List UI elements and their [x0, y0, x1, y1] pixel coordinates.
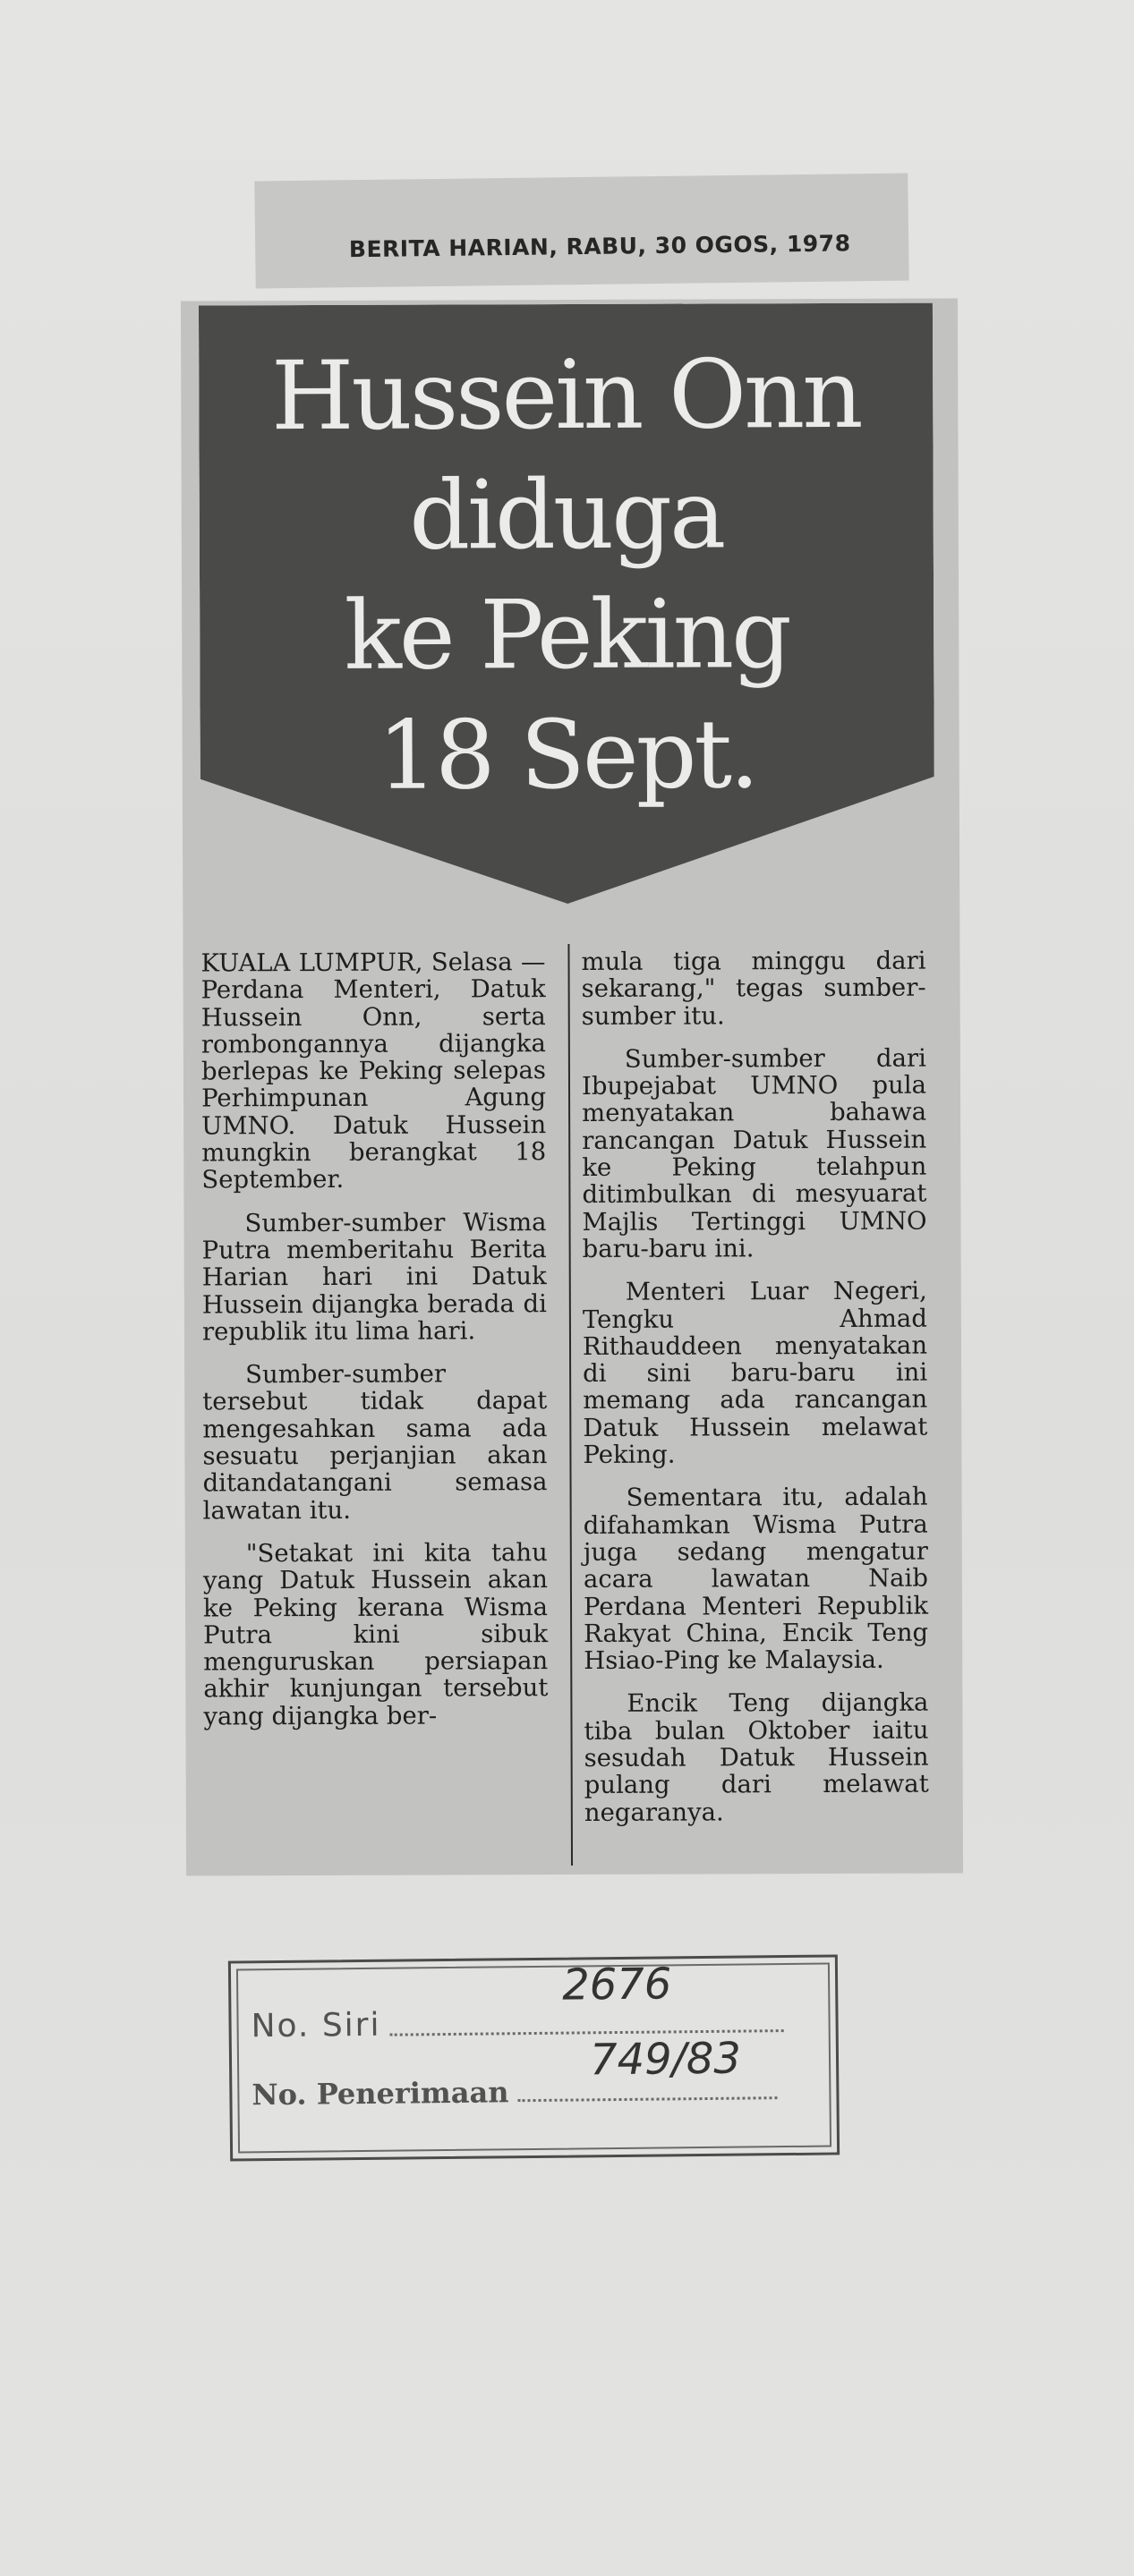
paragraph: Sementara itu, adalah difahamkan Wisma Putra juga sedang mengatur acara lawatan Naib Perdana Menteri Republik Rakyat China, Encik Teng Hsiao-Ping ke Malaysia. [583, 1482, 929, 1676]
headline-line-1: Hussein Onn [270, 338, 861, 452]
siri-label: No. Siri [251, 2006, 381, 2045]
penerimaan-value: 749/83 [589, 2033, 742, 2086]
paragraph: KUALA LUMPUR, Selasa — Perdana Menteri, Datuk Hussein Onn, serta rombongannya dijangka berlepas ke Peking selepas Perhimpunan Agung UMNO. Datuk Hussein mungkin berangkat 18 September. [200, 948, 547, 1194]
newspaper-clipping [181, 298, 963, 1875]
article-column-left [200, 948, 548, 1746]
paragraph: Menteri Luar Negeri, Tengku Ahmad Rithauddeen menyatakan di sini baru-baru ini memang ada rancangan Datuk Hussein melawat Peking. [582, 1276, 928, 1470]
column-rule [567, 944, 573, 1866]
paragraph: mula tiga minggu dari sekarang," tegas sumber-sumber itu. [581, 946, 926, 1031]
headline-line-2: diduga [409, 459, 724, 571]
paragraph: "Setakat ini kita tahu yang Datuk Hussein akan ke Peking kerana Wisma Putra kini sibuk menguruskan persiapan akhir kunjungan tersebut yang dijangka ber- [202, 1538, 549, 1731]
dateline-strip [254, 174, 908, 289]
dotted-line [517, 2087, 777, 2102]
paragraph: Sumber-sumber Wisma Putra memberitahu Berita Harian hari ini Datuk Hussein dijangka berada di republik itu lima hari. [201, 1207, 547, 1347]
dateline: BERITA HARIAN, RABU, 30 OGOS, 1978 [348, 229, 851, 262]
headline-line-3: ke Peking [344, 579, 790, 691]
headline [199, 335, 934, 817]
paragraph: Sumber-sumber dari Ibupejabat UMNO pula menyatakan bahawa rancangan Datuk Hussein ke Peking telahpun ditimbulkan di mesyuarat Majlis Tertinggi UMNO baru-baru ini. [581, 1043, 927, 1263]
stamp-inner-border [236, 1963, 831, 2154]
siri-value: 2676 [561, 1959, 672, 2011]
archive-stamp [228, 1954, 840, 2161]
headline-line-4: 18 Sept. [377, 699, 757, 811]
penerimaan-label: No. Penerimaan [252, 2075, 509, 2113]
paragraph: Sumber-sumber tersebut tidak dapat mengesahkan sama ada sesuatu perjanjian akan ditandatangani semasa lawatan itu. [202, 1359, 548, 1526]
paragraph: Encik Teng dijangka tiba bulan Oktober iaitu sesudah Datuk Hussein pulang dari melawat negaranya. [584, 1688, 929, 1827]
article-column-right [581, 948, 928, 1842]
